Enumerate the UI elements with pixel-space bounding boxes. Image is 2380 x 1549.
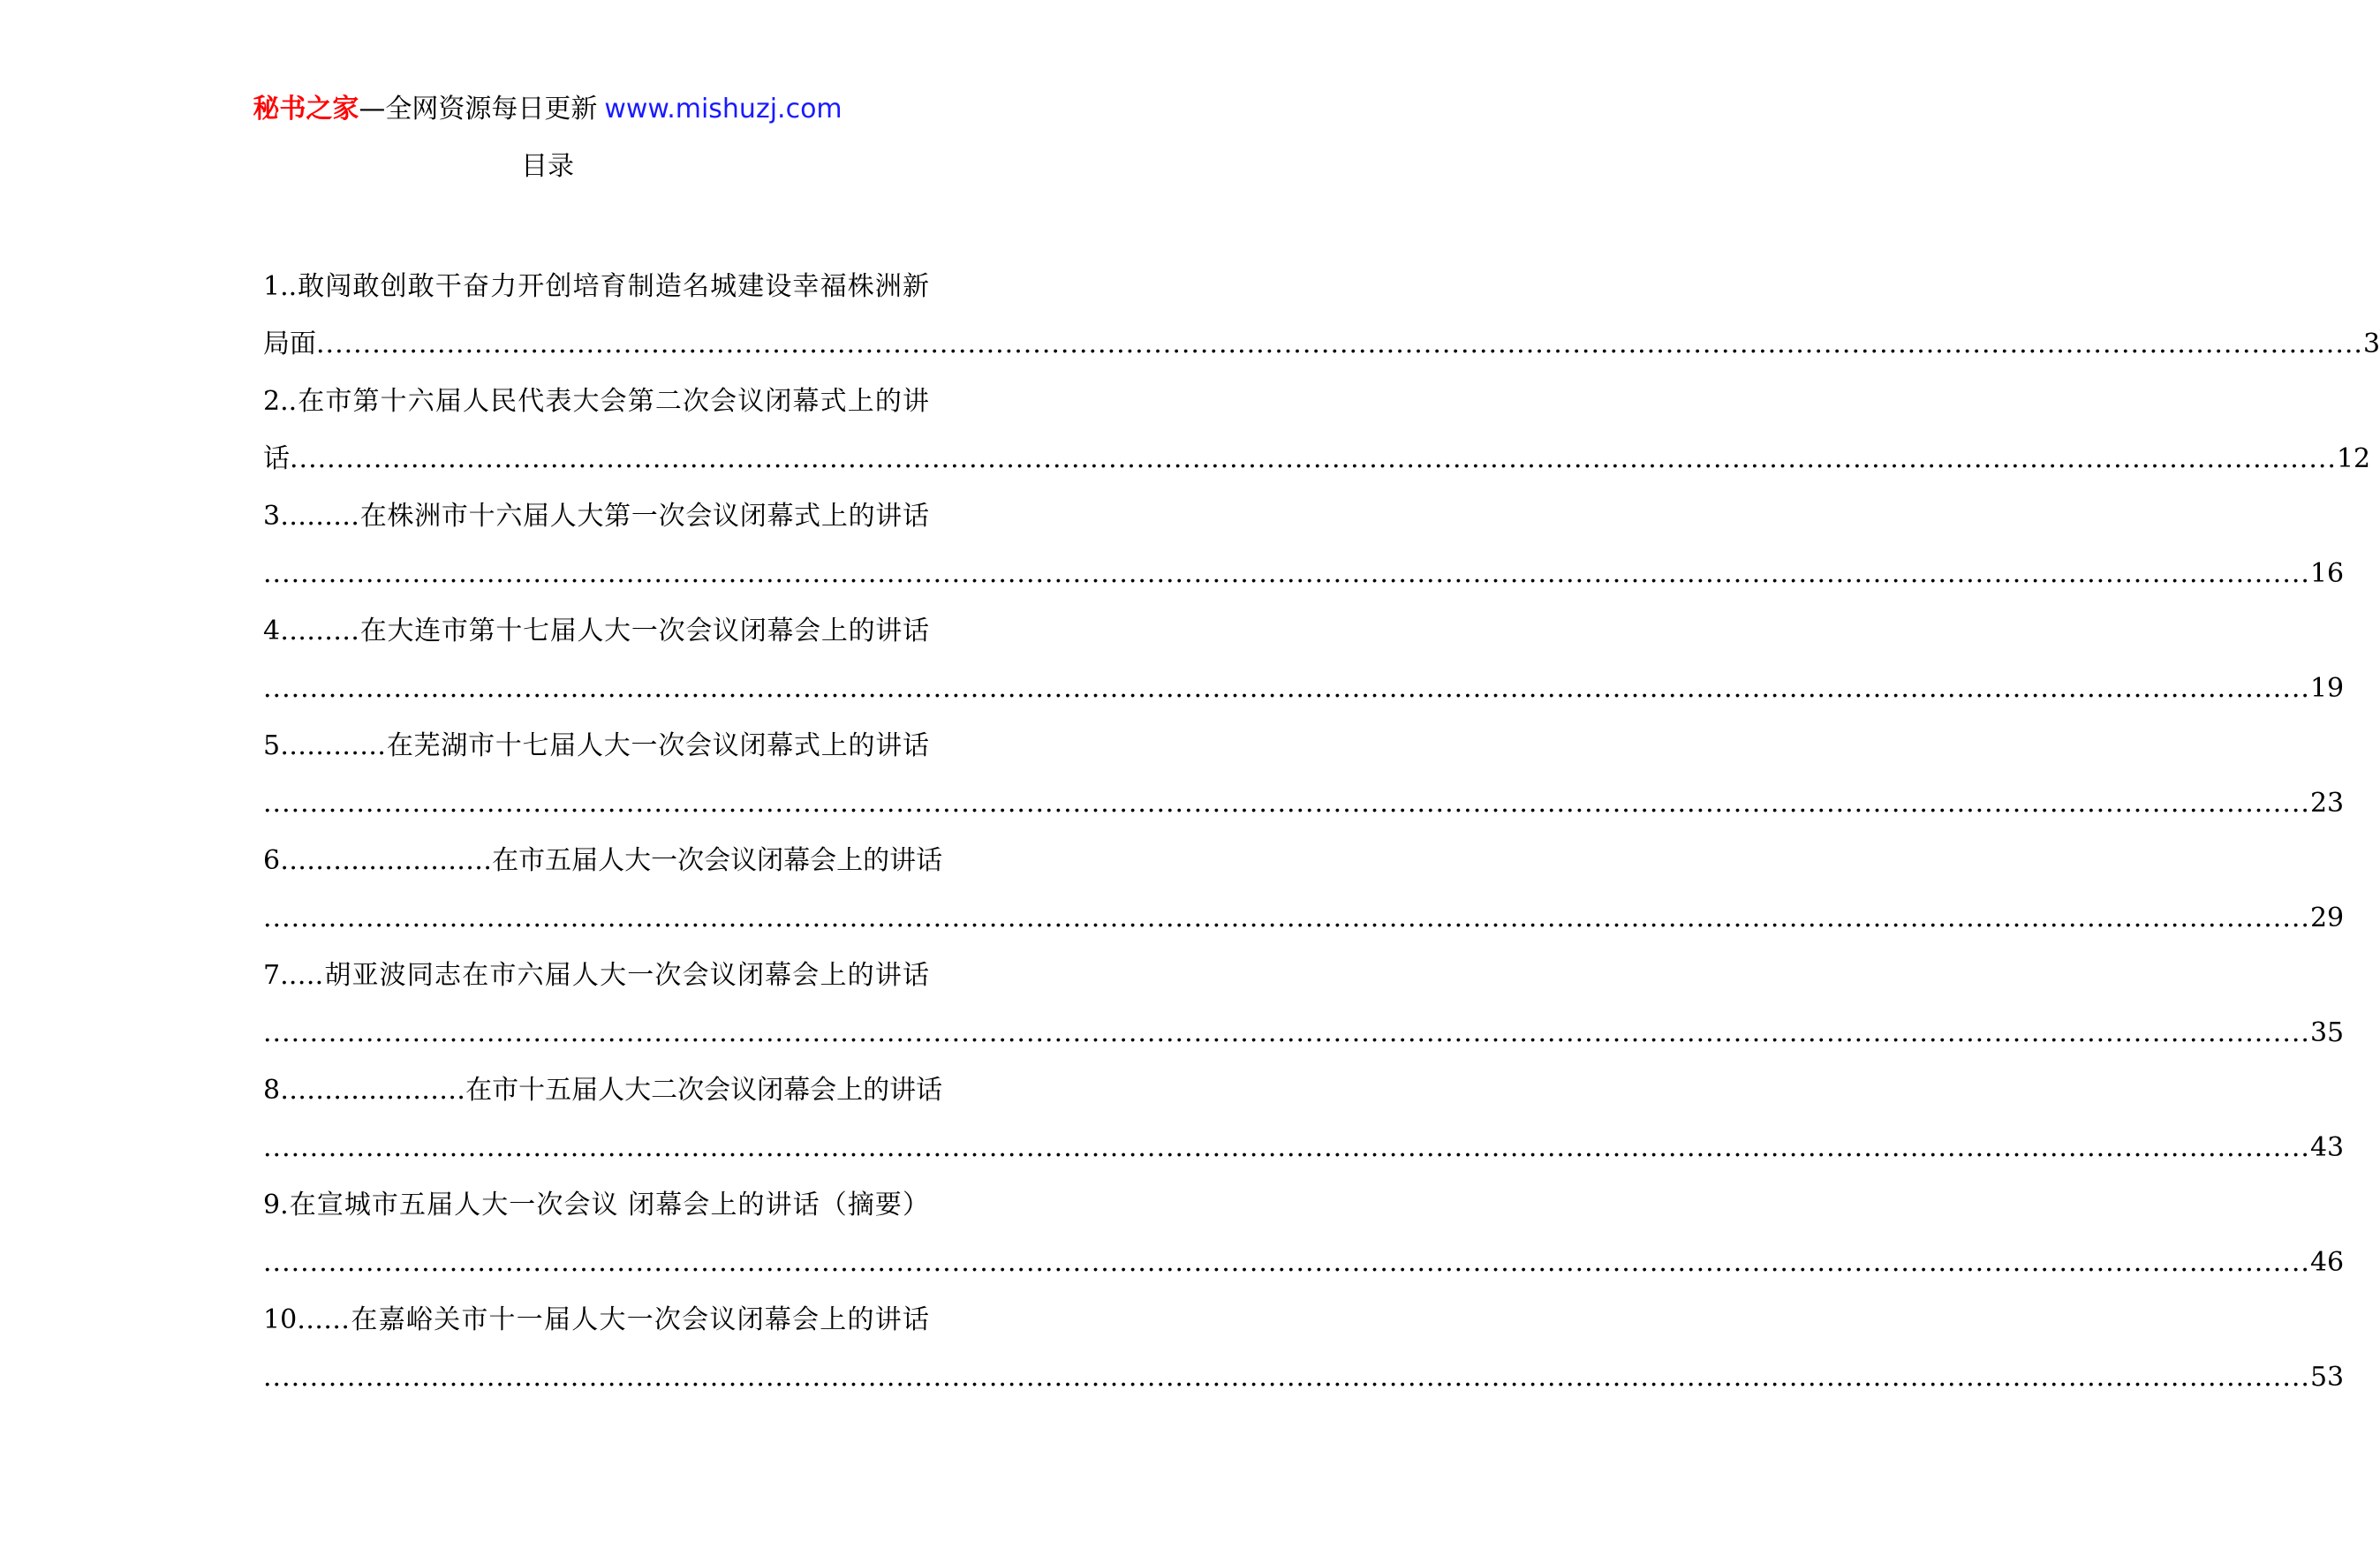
dot-leader: ............................................................................................................................................................................................................................	[263, 558, 2310, 589]
toc-entry-title: 2..在市第十六届人民代表大会第二次会议闭幕式上的讲	[263, 386, 929, 417]
toc-entry-title: 10……在嘉峪关市十一届人大一次会议闭幕会上的讲话	[263, 1304, 929, 1335]
toc-page-number: 19	[2309, 673, 2345, 704]
toc-page-number: 29	[2309, 903, 2345, 933]
toc-entry-title-continuation: 局面	[263, 329, 316, 359]
toc-entry-leader-line	[263, 430, 2371, 487]
toc-page-number: 46	[2309, 1247, 2345, 1278]
toc-entry[interactable]	[263, 717, 2345, 832]
toc-entry-leader-line	[263, 660, 2345, 717]
toc-page-number: 23	[2309, 788, 2345, 819]
toc-entry-leader-line	[263, 315, 2380, 373]
toc-entry-title: 9.在宣城市五届人大一次会议 闭幕会上的讲话（摘要）	[263, 1190, 929, 1220]
toc-entry-leader-line	[263, 1119, 2345, 1176]
toc-entry-title: 3………在株洲市十六届人大第一次会议闭幕式上的讲话	[263, 501, 929, 532]
dot-leader: ............................................................................................................................................................................................................................	[263, 788, 2310, 819]
toc-entry-title: 6……………………在市五届人大一次会议闭幕会上的讲话	[263, 845, 943, 876]
toc-entry[interactable]	[263, 487, 2345, 602]
toc-entry[interactable]	[263, 947, 2345, 1062]
dot-leader: ............................................................................................................................................................................................................................	[263, 903, 2310, 933]
table-of-contents	[263, 258, 2380, 1406]
toc-entry-leader-line	[263, 774, 2345, 832]
toc-page-number: 35	[2309, 1017, 2345, 1048]
dot-leader: ............................................................................................................................................................................................................................	[263, 1132, 2310, 1163]
toc-entry[interactable]	[263, 832, 2345, 947]
toc-page-number: 43	[2309, 1132, 2345, 1163]
toc-entry[interactable]	[263, 258, 2380, 373]
toc-entry[interactable]	[263, 1176, 2345, 1291]
dot-leader: ............................................................................................................................................................................................................................	[290, 443, 2337, 474]
toc-page-number: 16	[2309, 558, 2345, 589]
dot-leader: ............................................................................................................................................................................................................................	[263, 673, 2310, 704]
dot-leader: ............................................................................................................................................................................................................................	[263, 1362, 2310, 1393]
dot-leader: ............................................................................................................................................................................................................................	[316, 329, 2363, 359]
toc-entry-title: 7.….胡亚波同志在市六届人大一次会议闭幕会上的讲话	[263, 960, 929, 991]
toc-title: 目录	[521, 151, 574, 182]
toc-page-number: 53	[2309, 1362, 2345, 1393]
toc-entry[interactable]	[263, 1062, 2345, 1176]
toc-entry-leader-line	[263, 545, 2345, 602]
site-url-link[interactable]: www.mishuzj.com	[604, 94, 842, 125]
toc-entry-title: 8…………………在市十五届人大二次会议闭幕会上的讲话	[263, 1075, 943, 1106]
header-tagline: —全网资源每日更新	[359, 94, 598, 125]
toc-entry[interactable]	[263, 373, 2371, 487]
toc-entry-leader-line	[263, 1004, 2345, 1062]
toc-entry[interactable]	[263, 602, 2345, 717]
site-header	[0, 88, 1095, 131]
toc-entry-leader-line	[263, 1234, 2345, 1291]
toc-page-number: 3	[2362, 329, 2380, 359]
toc-entry-leader-line	[263, 1349, 2345, 1406]
toc-entry-title: 5…………在芜湖市十七届人大一次会议闭幕式上的讲话	[263, 730, 929, 761]
dot-leader: ............................................................................................................................................................................................................................	[263, 1017, 2310, 1048]
toc-page-number: 12	[2336, 443, 2371, 474]
brand-name: 秘书之家	[253, 94, 359, 125]
toc-entry-title-continuation: 话	[263, 443, 290, 474]
toc-entry-title: 1..敢闯敢创敢干奋力开创培育制造名城建设幸福株洲新	[263, 271, 929, 302]
toc-entry[interactable]	[263, 1291, 2345, 1406]
toc-entry-leader-line	[263, 889, 2345, 947]
toc-entry-title: 4………在大连市第十七届人大一次会议闭幕会上的讲话	[263, 616, 929, 646]
dot-leader: ............................................................................................................................................................................................................................	[263, 1247, 2310, 1278]
